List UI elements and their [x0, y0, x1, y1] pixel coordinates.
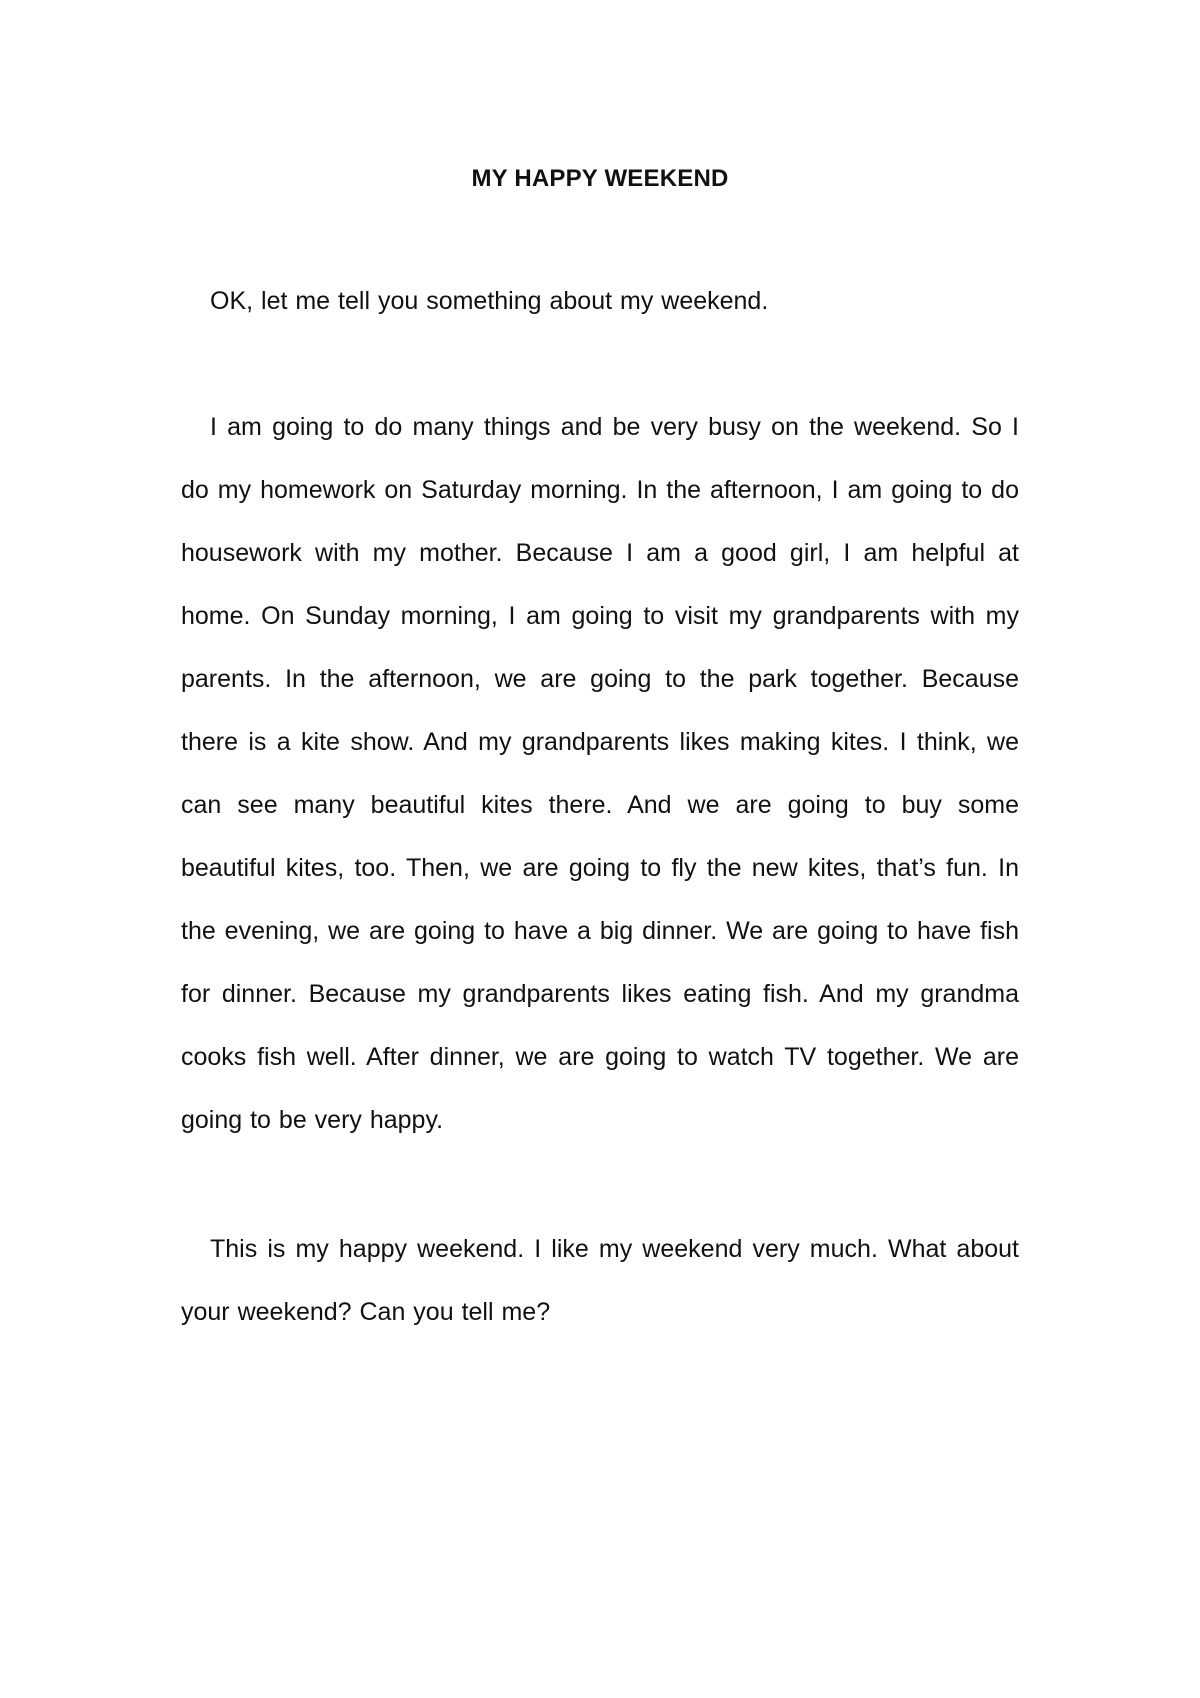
- paragraph-main: I am going to do many things and be very busy on the weekend. So I do my homework on Saturday morning. In the afternoon, I am going to do housework with my mother. Because I am a good girl, I am helpful at home. On Sunday morning, I am going to visit my grandparents with my parents. In the afternoon, we are going to the park together. Because there is a kite show. And my grandparents likes making kites. I think, we can see many beautiful kites there. And we are going to buy some beautiful kites, too. Then, we are going to fly the new kites, that’s fun. In the evening, we are going to have a big dinner. We are going to have fish for dinner. Because my grandparents likes eating fish. And my grandma cooks fish well. After dinner, we are going to watch TV together. We are going to be very happy.: [181, 413, 1019, 1134]
- paragraph-intro: OK, let me tell you something about my weekend.: [210, 287, 769, 315]
- paragraph-closing: This is my happy weekend. I like my weekend very much. What about your weekend? Can you tell me?: [181, 1235, 1019, 1326]
- document-title: MY HAPPY WEEKEND: [471, 165, 729, 192]
